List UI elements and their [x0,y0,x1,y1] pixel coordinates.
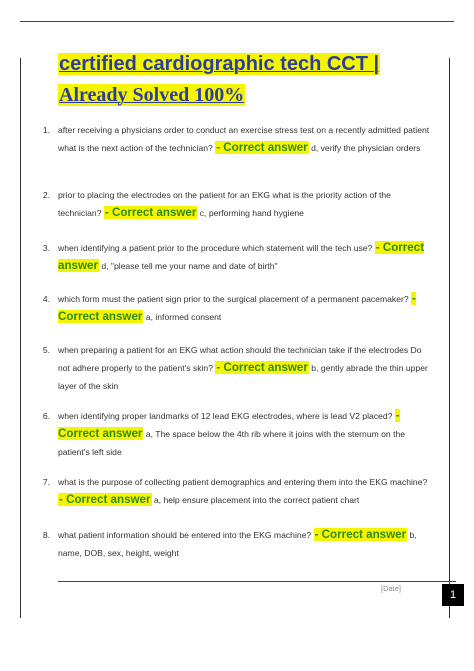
correct-answer-label: - Correct answer [216,361,308,374]
item-number: 4. [42,294,50,304]
correct-answer-label: - Correct answer [314,528,407,541]
answer-text: a, help ensure placement into the correct patient chart [151,495,360,505]
correct-answer-label: - Correct answer [59,493,151,506]
question-text: what patient information should be entered into the EKG machine? [58,530,312,540]
correct-answer-label: - Correct answer [104,206,197,219]
qa-item-1 [42,121,430,157]
question-text: when preparing a patient for an EKG what action should the technician take if the electrodes Do not adhere properly to the patient's skin? [58,345,422,373]
question-text: what is the purpose of collecting patient demographics and entering them into the EKG machine? [58,477,428,487]
page-number: 1 [442,584,464,606]
qa-item-5 [42,341,430,395]
correct-answer-label: - Correct answer [58,241,425,272]
item-number: 6. [42,411,50,421]
correct-answer-label: - Correct answer [58,292,416,323]
answer-text: d, "please tell me your name and date of birth" [98,261,278,271]
right-margin-line [449,58,450,618]
qa-item-2 [42,186,430,222]
qa-item-7 [42,473,430,509]
item-number: 7. [42,477,50,487]
qa-item-4 [42,290,430,326]
item-number: 5. [42,345,50,355]
correct-answer-label: - Correct answer [216,141,308,154]
qa-item-6 [42,407,430,461]
item-number: 1. [42,125,50,135]
question-text: which form must the patient sign prior to the surgical placement of a permanent pacemaker? [58,294,409,304]
top-rule [20,21,454,22]
footer-rule [58,581,456,582]
item-number: 8. [42,530,50,540]
answer-text: b, name, DOB, sex, height, weight [58,530,417,558]
question-text: after receiving a physicians order to conduct an exercise stress test on a recently admitted patient what is the next action of the technician? [58,125,430,153]
item-number: 3. [42,243,50,253]
left-margin-line [20,58,21,618]
document-title-line2: Already Solved 100% [59,84,245,106]
item-number: 2. [42,190,50,200]
qa-item-3 [42,239,430,275]
document-title-line1: certified cardiographic tech CCT | [59,53,380,75]
correct-answer-label: - Correct answer [58,409,400,440]
answer-text: a, The space below the 4th rib where it joins with the sternum on the patient's left side [58,429,406,457]
answer-text: c, performing hand hygiene [197,208,304,218]
answer-text: b, gently abrade the thin upper layer of the skin [58,363,428,391]
answer-text: a, informed consent [143,312,222,322]
question-text: when identifying proper landmarks of 12 lead EKG electrodes, where is lead V2 placed? [58,411,393,421]
footer-date: [Date] [380,584,401,593]
qa-item-8 [42,526,430,562]
question-text: prior to placing the electrodes on the patient for an EKG what is the priority action of the technician? [58,190,391,218]
question-text: when identifying a patient prior to the procedure which statement will the tech use? [58,243,373,253]
answer-text: d, verify the physician orders [308,143,421,153]
